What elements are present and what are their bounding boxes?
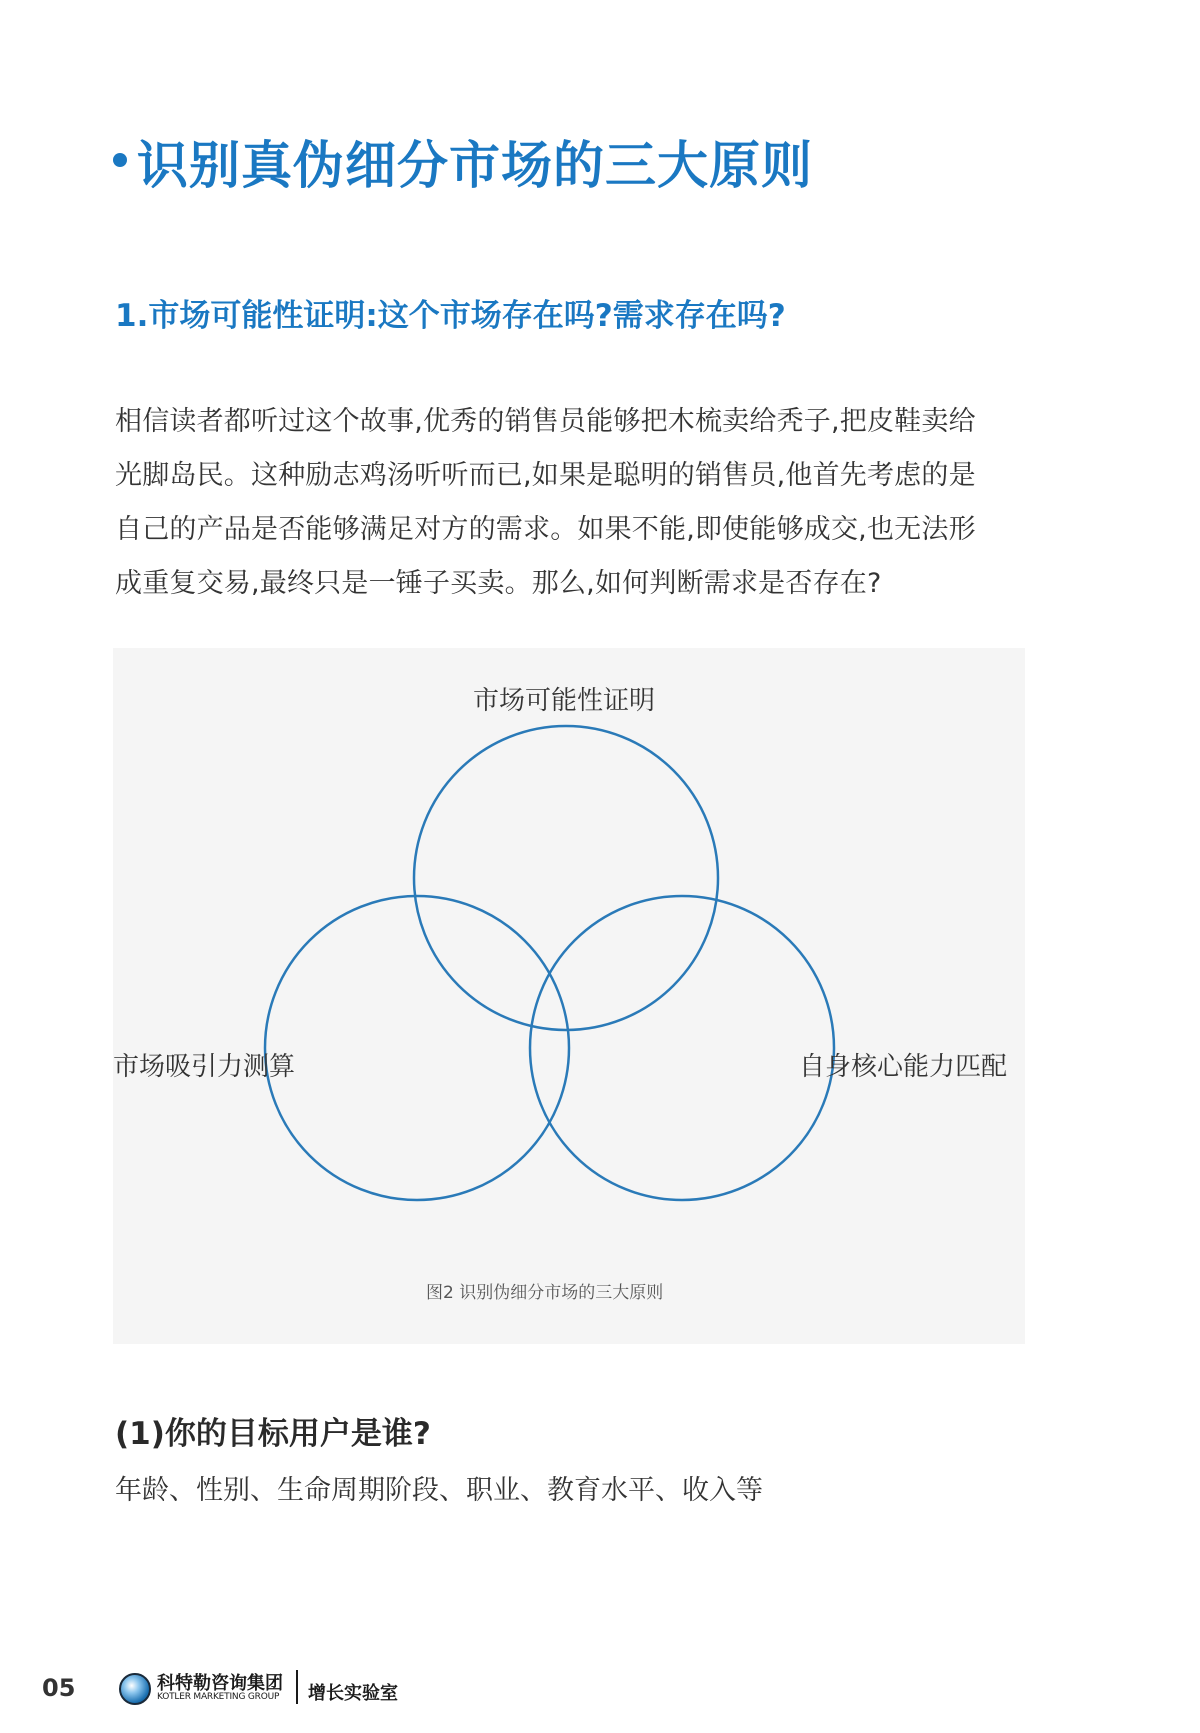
footer-divider [296, 1670, 298, 1704]
venn-label-right: 自身核心能力匹配 [799, 1052, 1008, 1082]
figure-panel [113, 648, 1025, 1344]
intro-line: 成重复交易,最终只是一锤子买卖。那么,如何判断需求是否存在? [115, 568, 882, 599]
brand-name-en: KOTLER MARKETING GROUP [157, 1692, 280, 1702]
subsection-text: 年龄、性别、生命周期阶段、职业、教育水平、收入等 [115, 1475, 763, 1506]
intro-line: 相信读者都听过这个故事,优秀的销售员能够把木梳卖给秃子,把皮鞋卖给 [115, 406, 976, 437]
section-heading: 1.市场可能性证明:这个市场存在吗?需求存在吗? [115, 298, 786, 334]
page-number: 05 [42, 1674, 76, 1702]
venn-diagram [113, 648, 1025, 1344]
venn-circle-left [265, 896, 569, 1200]
globe-logo-icon [119, 1673, 151, 1705]
brand-name-cn: 科特勒咨询集团 [157, 1673, 283, 1694]
venn-label-left: 市场吸引力测算 [113, 1052, 296, 1082]
intro-line: 光脚岛民。这种励志鸡汤听听而已,如果是聪明的销售员,他首先考虑的是 [115, 460, 976, 491]
subsection-heading: (1)你的目标用户是谁? [115, 1416, 431, 1452]
venn-circle-right [530, 896, 834, 1200]
intro-line: 自己的产品是否能够满足对方的需求。如果不能,即使能够成交,也无法形 [115, 514, 976, 545]
figure-caption: 图2 识别伪细分市场的三大原则 [426, 1283, 664, 1303]
footer-lab-name: 增长实验室 [308, 1683, 398, 1704]
intro-paragraph [115, 395, 1030, 611]
page-title: 识别真伪细分市场的三大原则 [137, 137, 814, 196]
venn-label-top: 市场可能性证明 [473, 686, 656, 716]
venn-circle-top [414, 726, 718, 1030]
